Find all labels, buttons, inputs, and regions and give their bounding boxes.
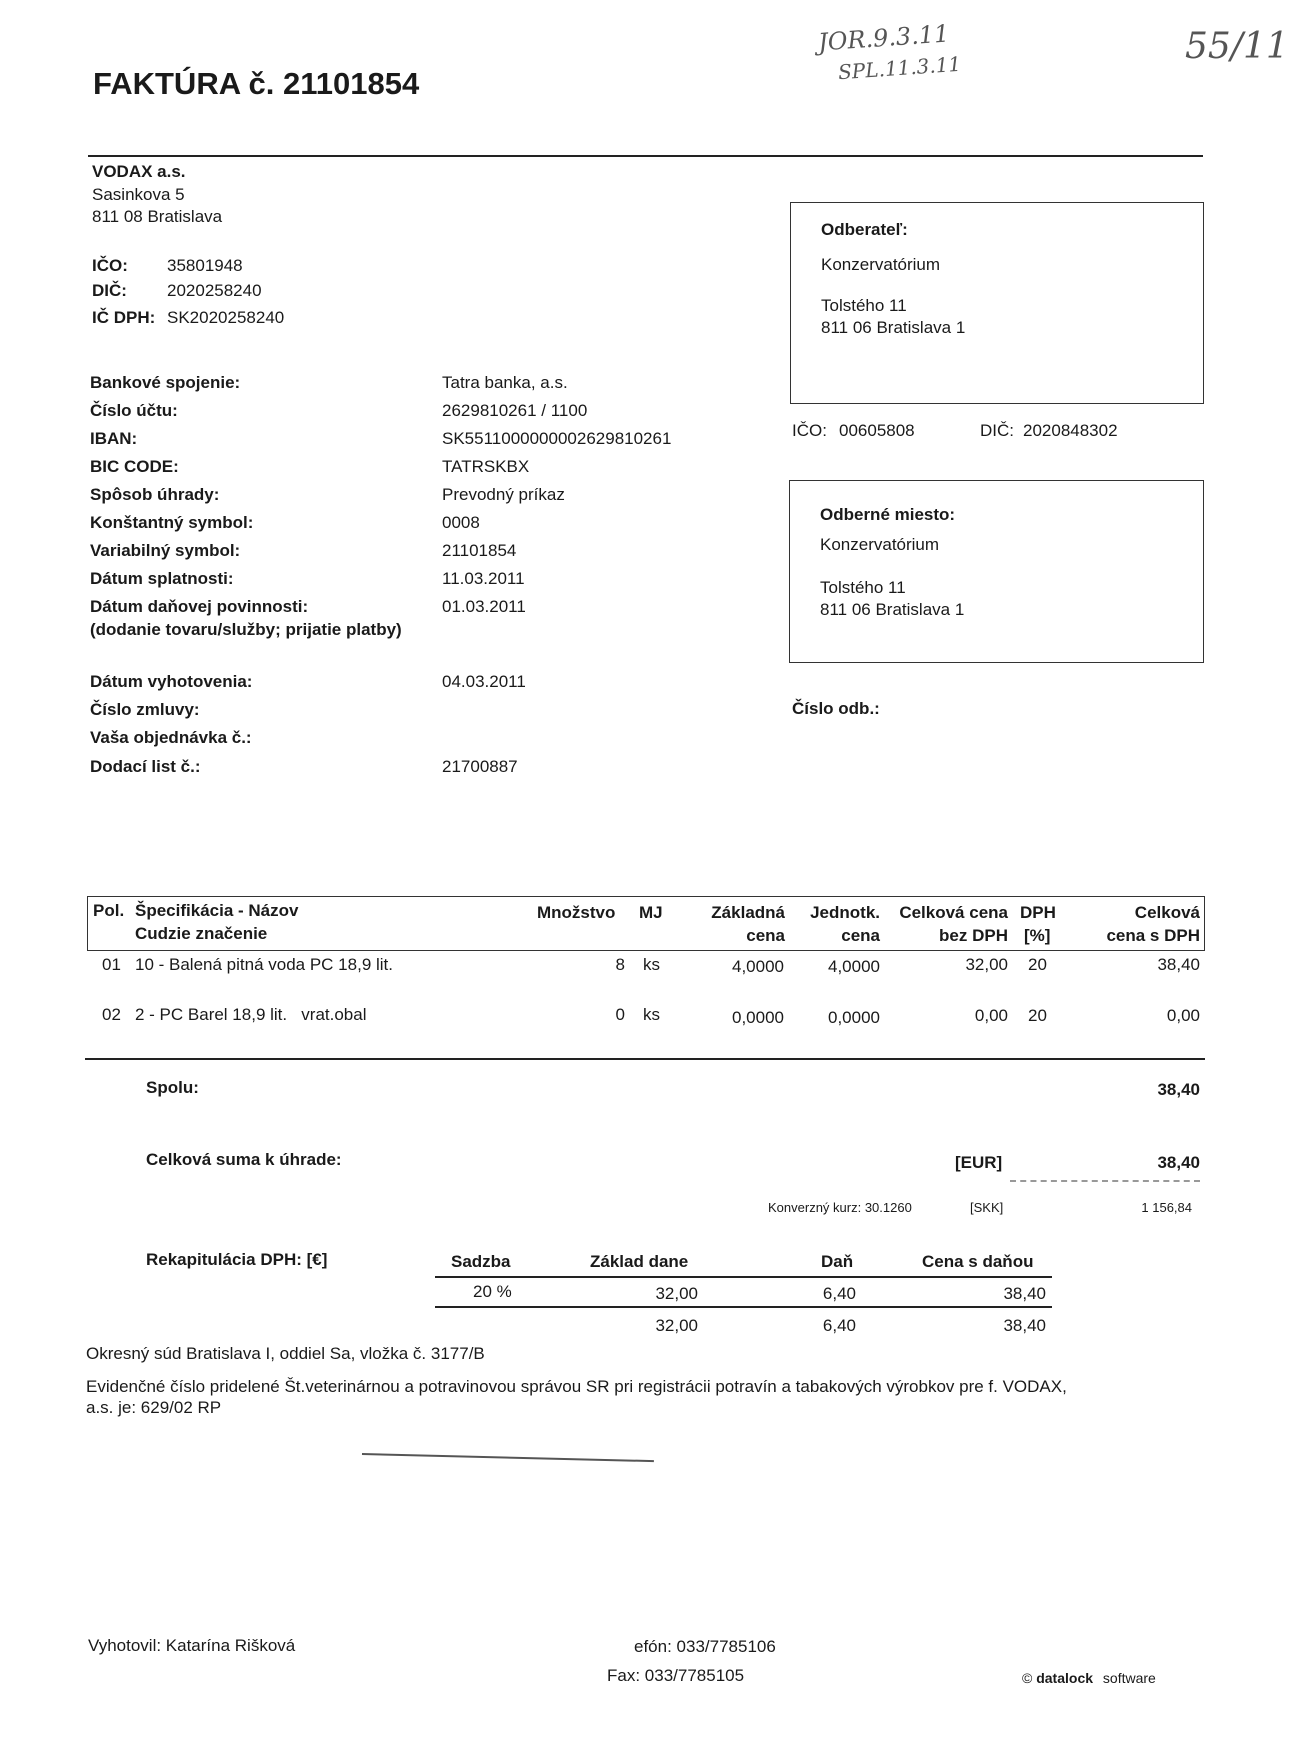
delivery-street: Tolstého 11	[820, 578, 906, 597]
handwritten-note-1: JOR.9.3.11	[817, 19, 951, 57]
court-registration: Okresný súd Bratislava I, oddiel Sa, vložka č. 3177/B	[86, 1344, 485, 1363]
software-brand	[1022, 1670, 1156, 1686]
vat-sum-tax: 6,40	[822, 1316, 856, 1335]
payment-label: Číslo účtu:	[90, 401, 178, 420]
vat-sum-base: 32,00	[655, 1316, 698, 1335]
payment-value: SK5511000000002629810261	[442, 429, 672, 448]
supplier-city: 811 08 Bratislava	[92, 207, 223, 226]
customer-ico: 00605808	[839, 421, 915, 440]
vat-sum-divider	[435, 1306, 1052, 1308]
th-gross-2: cena s DPH	[1106, 926, 1200, 945]
vat-tax: 6,40	[822, 1284, 856, 1303]
total-due-label: Celková suma k úhrade:	[146, 1150, 342, 1169]
cell-base: 4,0000	[732, 957, 784, 976]
docinfo-label: Číslo zmluvy:	[90, 700, 200, 719]
phone-number: efón: 033/7785106	[634, 1637, 776, 1656]
cell-unit: 0,0000	[828, 1008, 880, 1027]
supplier-ico-label: IČO:	[92, 256, 128, 275]
total-due-value: 38,40	[1157, 1153, 1200, 1172]
payment-label: IBAN:	[90, 429, 138, 448]
supplier-street: Sasinkova 5	[92, 185, 185, 204]
vat-gross: 38,40	[1003, 1284, 1046, 1303]
customer-name: Konzervatórium	[821, 255, 941, 274]
tax-date-note: (dodanie tovaru/služby; prijatie platby)	[90, 620, 402, 639]
delivery-label: Odberné miesto:	[820, 505, 956, 524]
payment-label: Dátum splatnosti:	[90, 569, 234, 588]
payment-value: 11.03.2011	[442, 569, 525, 588]
payment-label: Konštantný symbol:	[90, 513, 254, 532]
cell-pol: 01	[102, 955, 121, 974]
order-number-label: Číslo odb.:	[792, 699, 880, 718]
th-unit-1: Jednotk.	[810, 903, 880, 922]
payment-label: Spôsob úhrady:	[90, 485, 220, 504]
handwritten-note-2: SPL.11.3.11	[837, 51, 962, 85]
total-currency: [EUR]	[955, 1153, 1003, 1172]
th-vat-2: [%]	[1024, 926, 1051, 945]
delivery-box	[789, 480, 1204, 663]
th-total-1: Celková cena	[899, 903, 1008, 922]
payment-value: 01.03.2011	[442, 597, 526, 616]
vat-base: 32,00	[655, 1284, 698, 1303]
vat-h-tax: Daň	[821, 1252, 854, 1271]
docinfo-label: Vaša objednávka č.:	[90, 728, 252, 747]
payment-value: 21101854	[442, 541, 517, 560]
vat-recap-label: Rekapitulácia DPH: [€]	[146, 1250, 328, 1269]
th-spec: Špecifikácia - Názov	[135, 901, 299, 920]
cell-unit: 4,0000	[828, 957, 880, 976]
cell-qty: 8	[615, 955, 625, 974]
th-spec2: Cudzie značenie	[135, 924, 268, 943]
fax-number: Fax: 033/7785105	[607, 1666, 745, 1685]
title-divider	[88, 155, 1203, 157]
customer-box	[790, 202, 1204, 404]
issued-by: Vyhotovil: Katarína Rišková	[88, 1636, 296, 1655]
th-base-1: Základná	[711, 903, 785, 922]
th-mj: MJ	[639, 903, 663, 922]
payment-value: 2629810261 / 1100	[442, 401, 588, 420]
vat-sum-gross: 38,40	[1003, 1316, 1046, 1335]
delivery-name: Konzervatórium	[820, 535, 940, 554]
cell-total: 0,00	[974, 1006, 1008, 1025]
copyright-icon: ©	[1022, 1670, 1033, 1686]
conversion-value: 1 156,84	[1141, 1200, 1192, 1215]
vat-header-divider	[435, 1276, 1052, 1278]
veterinary-registration-1: Evidenčné číslo pridelené Št.veterinárnou a potravinovou správou SR pri registrácii potravín a tabakových výrobkov pre f. VODAX,	[86, 1377, 1067, 1396]
supplier-dic: 2020258240	[167, 281, 262, 300]
th-pol: Pol.	[93, 901, 125, 920]
th-base-2: cena	[746, 926, 785, 945]
supplier-ico: 35801948	[167, 256, 243, 275]
customer-label: Odberateľ:	[821, 220, 908, 239]
cell-gross: 38,40	[1157, 955, 1200, 974]
payment-label: Bankové spojenie:	[90, 373, 241, 392]
subtotal-label: Spolu:	[146, 1078, 199, 1097]
delivery-city: 811 06 Bratislava 1	[820, 600, 965, 619]
cell-vat: 20	[1028, 1006, 1047, 1025]
th-qty: Množstvo	[537, 903, 616, 922]
cell-total: 32,00	[965, 955, 1008, 974]
th-vat-1: DPH	[1020, 903, 1056, 922]
cell-mj: ks	[643, 1005, 660, 1024]
payment-value: Prevodný príkaz	[442, 485, 565, 504]
docinfo-value: 04.03.2011	[442, 672, 526, 691]
invoice-title: FAKTÚRA č. 21101854	[93, 66, 420, 101]
supplier-name: VODAX a.s.	[92, 162, 186, 181]
docinfo-label: Dátum vyhotovenia:	[90, 672, 253, 691]
subtotal-value: 38,40	[1157, 1080, 1200, 1099]
payment-value: Tatra banka, a.s.	[442, 373, 568, 392]
docinfo-value: 21700887	[442, 757, 518, 776]
customer-ico-label: IČO:	[792, 421, 827, 440]
supplier-dic-label: DIČ:	[92, 281, 127, 300]
customer-dic-label: DIČ:	[980, 421, 1014, 440]
th-unit-2: cena	[841, 926, 880, 945]
customer-street: Tolstého 11	[821, 296, 907, 315]
brand-suffix: software	[1102, 1670, 1156, 1686]
vat-h-rate: Sadzba	[451, 1252, 511, 1271]
cell-mj: ks	[643, 955, 660, 974]
vat-rate: 20 %	[473, 1282, 512, 1301]
total-dashed-underline	[1010, 1180, 1200, 1182]
payment-value: 0008	[442, 513, 480, 532]
cell-name: 10 - Balená pitná voda PC 18,9 lit.	[135, 955, 393, 974]
vat-h-gross: Cena s daňou	[922, 1252, 1034, 1271]
payment-value: TATRSKBX	[442, 457, 530, 476]
supplier-icdph-label: IČ DPH:	[92, 308, 156, 327]
conversion-currency: [SKK]	[970, 1200, 1004, 1215]
cell-gross: 0,00	[1166, 1006, 1200, 1025]
signature-line	[362, 1453, 654, 1462]
conversion-rate: Konverzný kurz: 30.1260	[768, 1200, 912, 1215]
cell-qty: 0	[615, 1005, 625, 1024]
docinfo-label: Dodací list č.:	[90, 757, 201, 776]
payment-label: Dátum daňovej povinnosti:	[90, 597, 309, 616]
table-bottom-divider	[85, 1058, 1205, 1060]
handwritten-page-mark: 55/11	[1185, 26, 1289, 67]
th-total-2: bez DPH	[939, 926, 1008, 945]
customer-dic: 2020848302	[1023, 421, 1118, 440]
supplier-icdph: SK2020258240	[167, 308, 285, 327]
brand-name: datalock	[1036, 1670, 1094, 1686]
vat-h-base: Základ dane	[590, 1252, 689, 1271]
cell-pol: 02	[102, 1005, 121, 1024]
veterinary-registration-2: a.s. je: 629/02 RP	[86, 1398, 222, 1417]
customer-city: 811 06 Bratislava 1	[821, 318, 966, 337]
th-gross-1: Celková	[1134, 903, 1200, 922]
cell-name: 2 - PC Barel 18,9 lit. vrat.obal	[135, 1005, 367, 1024]
cell-base: 0,0000	[732, 1008, 784, 1027]
payment-label: Variabilný symbol:	[90, 541, 241, 560]
cell-vat: 20	[1028, 955, 1047, 974]
payment-label: BIC CODE:	[90, 457, 179, 476]
